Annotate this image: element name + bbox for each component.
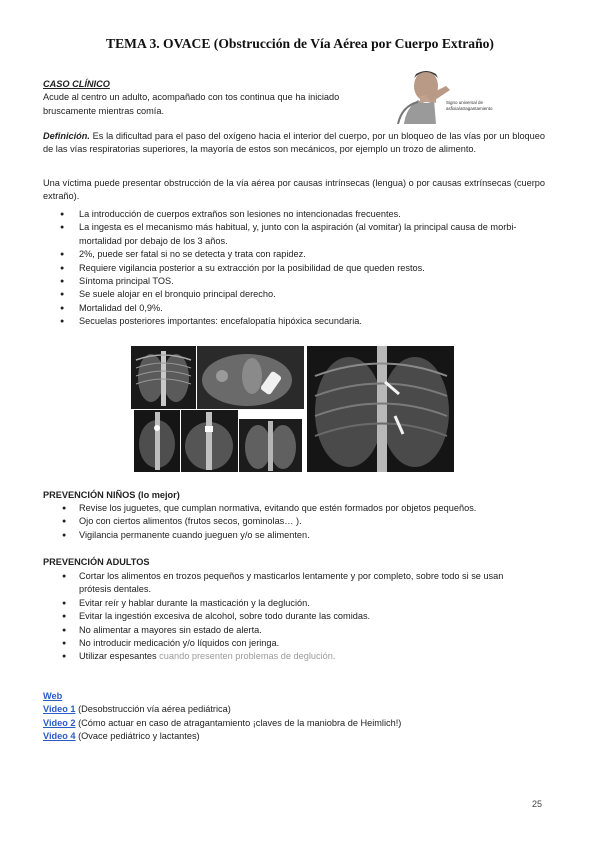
list-item: ● Secuelas posteriores importantes: encefalopatía hipóxica secundaria. [43, 315, 543, 328]
causes-paragraph: Una víctima puede presentar obstrucción de la vía aérea por causas intrínsecas (lengua) o por causas extrínsecas (cuerpo extraño). [43, 178, 545, 202]
page-number: 25 [532, 799, 543, 809]
last-item-text: Utilizar espesantes [79, 651, 157, 662]
xray-image [134, 410, 180, 472]
clinical-case [43, 78, 388, 118]
definition-label: Definición. [43, 131, 90, 141]
case-heading: CASO CLÍNICO [43, 79, 110, 89]
list-item: ● Síntoma principal TOS. [43, 275, 543, 288]
choking-sign-photo [396, 66, 498, 124]
list-item: ● Requiere vigilancia posterior a su extracción por la posibilidad de que queden restos. [43, 262, 543, 275]
list-item: ● Vigilancia permanente cuando jueguen y/o se alimenten. [43, 529, 543, 542]
definition-paragraph [43, 130, 545, 157]
video-2-link[interactable]: Video 2 [43, 717, 76, 728]
video-4-link[interactable]: Video 4 [43, 731, 76, 742]
video-1-desc: (Desobstrucción vía aérea pediátrica) [75, 704, 231, 715]
prevention-adults-list [43, 570, 533, 664]
xray-image [197, 346, 304, 409]
xray-image [239, 419, 302, 472]
page-title: TEMA 3. OVACE (Obstrucción de Vía Aérea por Cuerpo Extraño) [106, 36, 494, 51]
prevention-children-list [43, 502, 543, 542]
list-item: ● Revise los juguetes, que cumplan normativa, evitando que estén formados por objetos pequeños. [43, 502, 543, 515]
last-item-grey-text: cuando presenten problemas de deglución. [156, 651, 336, 662]
video-2-desc: (Cómo actuar en caso de atragantamiento ¡claves de la maniobra de Heimlich!) [75, 717, 402, 728]
prevention-adults-heading: PREVENCIÓN ADULTOS [43, 557, 150, 567]
list-item: ● La introducción de cuerpos extraños son lesiones no intencionadas frecuentes. [43, 208, 543, 221]
video-1-link[interactable]: Video 1 [43, 704, 76, 715]
web-link[interactable]: Web [43, 691, 63, 701]
xray-image [181, 410, 238, 472]
video-4-desc: (Ovace pediátrico y lactantes) [75, 731, 200, 742]
case-text: Acude al centro un adulto, acompañado con tos continua que ha iniciado bruscamente mientras comía. [43, 92, 340, 116]
list-item: ● Evitar la ingestión excesiva de alcohol, sobre todo durante las comidas. [43, 610, 533, 623]
list-item: ● No introducir medicación y/o líquidos con jeringa. [43, 637, 533, 650]
list-item: ● No alimentar a mayores sin estado de alerta. [43, 624, 533, 637]
list-item: ● Evitar reír y hablar durante la masticación y la deglución. [43, 597, 533, 610]
list-item: ● La ingesta es el mecanismo más habitual, y, junto con la aspiración (al vomitar) la principal causa de morbi-mortalidad por debajo de los 3 años. [43, 221, 543, 248]
list-item: ● Cortar los alimentos en trozos pequeños y masticarlos lentamente y por completo, sobre todo si se usan prótesis dentales. [43, 570, 533, 597]
definition-text: Es la dificultad para el paso del oxígeno hacia el interior del cuerpo, por un bloqueo de las vías por un bloqueo de las vías respiratorias superiores, la mayoría de estos son mecánicos, por ejemplo un trozo de alimento. [43, 131, 545, 155]
list-item [43, 650, 533, 663]
xray-image-large [307, 346, 454, 472]
photo-caption: Signo universal de asfixia/atragantamiento [446, 100, 493, 111]
resource-links [43, 690, 401, 744]
prevention-children-heading: PREVENCIÓN NIÑOS (lo mejor) [43, 490, 180, 500]
list-item: ● Se suele alojar en el bronquio principal derecho. [43, 288, 543, 301]
list-item: ● 2%, puede ser fatal si no se detecta y trata con rapidez. [43, 248, 543, 261]
facts-list [43, 208, 543, 329]
list-item: ● Mortalidad del 0,9%. [43, 302, 543, 315]
xray-image [131, 346, 196, 409]
list-item: ● Ojo con ciertos alimentos (frutos secos, gominolas… ). [43, 515, 543, 528]
